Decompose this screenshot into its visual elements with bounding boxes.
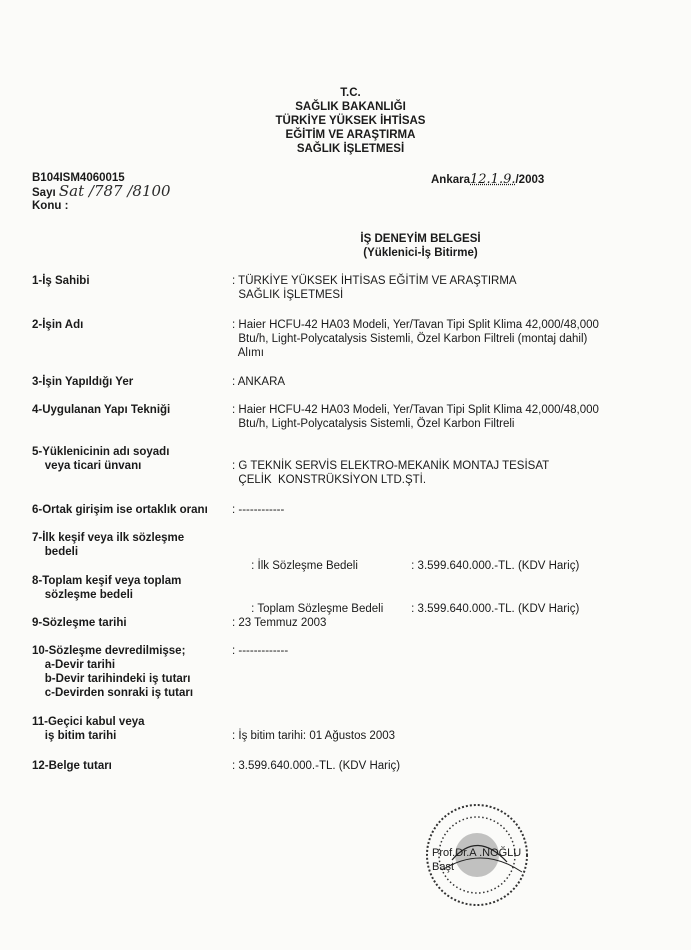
field-value: : ANKARA: [232, 376, 286, 388]
field-label: 9-Sözleşme tarihi: [32, 617, 127, 629]
signatory-name: Prof.Dr.A .NOĞLU: [432, 847, 522, 859]
header-line-tc: T.C.: [340, 87, 361, 99]
header-line-institution: TÜRKİYE YÜKSEK İHTİSAS: [275, 115, 426, 127]
title-main: İŞ DENEYİM BELGESİ: [360, 233, 481, 245]
date-suffix: /2003: [515, 174, 545, 186]
reference-code: B104ISM4060015: [32, 172, 125, 184]
field-label: 4-Uygulanan Yapı Tekniği: [32, 404, 171, 416]
field-value: : G TEKNİK SERVİS ELEKTRO-MEKANİK MONTAJ TESİSAT ÇELİK KONSTRÜKSİYON LTD.ŞTİ.: [232, 460, 550, 486]
field-value: : 23 Temmuz 2003: [232, 617, 327, 629]
sayi-label: Sayı: [32, 187, 56, 199]
field-label: 8-Toplam keşif veya toplam sözleşme bedeli: [32, 575, 182, 601]
field-value-label: : İlk Sözleşme Bedeli: [251, 560, 358, 572]
field-label: 1-İş Sahibi: [32, 275, 90, 287]
title-sub: (Yüklenici-İş Bitirme): [363, 247, 478, 259]
document-title: [0, 232, 691, 260]
field-value-amount: : 3.599.640.000.-TL. (KDV Hariç): [411, 560, 580, 572]
field-label: 7-İlk keşif veya ilk sözleşme bedeli: [32, 532, 185, 558]
field-value: : 3.599.640.000.-TL. (KDV Hariç): [232, 760, 401, 772]
field-value: : Haier HCFU-42 HA03 Modeli, Yer/Tavan Tipi Split Klima 42,000/48,000 Btu/h, Light-Polycatalysis Sistemli, Özel Karbon Filtreli: [232, 404, 599, 430]
signature-block: [432, 846, 521, 874]
sayi-handwritten: Sat /787 /8100: [58, 182, 171, 200]
field-value-amount: : 3.599.640.000.-TL. (KDV Hariç): [411, 603, 580, 615]
header-line-enterprise: SAĞLIK İŞLETMESİ: [296, 143, 405, 155]
letterhead: [0, 86, 691, 156]
date-prefix: Ankara: [431, 174, 470, 186]
field-label: 10-Sözleşme devredilmişse; a-Devir tarihi b-Devir tarihindeki iş tutarı c-Devirden sonraki iş tutarı: [32, 645, 194, 699]
header-line-ministry: SAĞLIK BAKANLIĞI: [295, 101, 406, 113]
reference-block: [32, 172, 171, 213]
field-label: 5-Yüklenicinin adı soyadı veya ticari ünvanı: [32, 446, 170, 472]
konu-label: Konu :: [32, 200, 69, 212]
signatory-title: Başt: [432, 861, 455, 873]
field-value: : ------------: [232, 504, 285, 516]
date-line: [431, 172, 544, 187]
field-label: 3-İşin Yapıldığı Yer: [32, 376, 134, 388]
field-value: : Haier HCFU-42 HA03 Modeli, Yer/Tavan Tipi Split Klima 42,000/48,000 Btu/h, Light-Polycatalysis Sistemli, Özel Karbon Filtreli (montaj dahil) Alımı: [232, 319, 599, 359]
sayi-line: [32, 182, 171, 200]
field-label: 12-Belge tutarı: [32, 760, 112, 772]
field-label: 2-İşin Adı: [32, 319, 84, 331]
field-value: : İş bitim tarihi: 01 Ağustos 2003: [232, 730, 396, 742]
field-value: : -------------: [232, 645, 289, 657]
date-handwritten: 12.1.9.: [470, 172, 516, 187]
field-label: 11-Geçici kabul veya iş bitim tarihi: [32, 716, 145, 742]
header-line-education: EĞİTİM VE ARAŞTIRMA: [285, 129, 416, 141]
field-label: 6-Ortak girişim ise ortaklık oranı: [32, 504, 208, 516]
field-value: : TÜRKİYE YÜKSEK İHTİSAS EĞİTİM VE ARAŞTIRMA SAĞLIK İŞLETMESİ: [232, 275, 517, 301]
field-value-label: : Toplam Sözleşme Bedeli: [251, 603, 384, 615]
